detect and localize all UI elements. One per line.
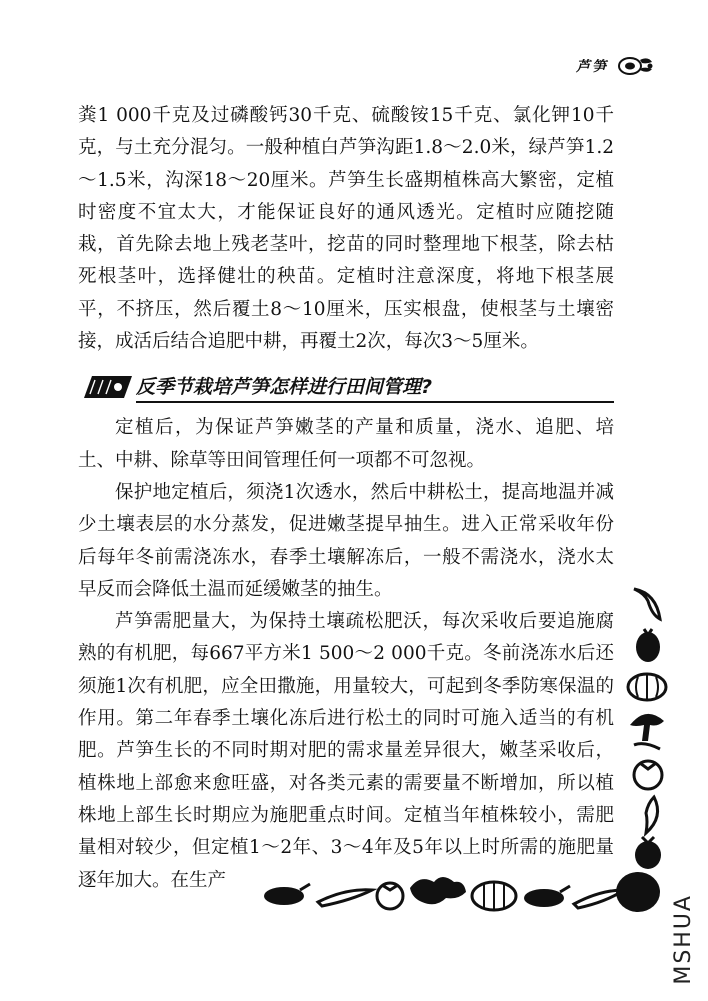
side-vegetable-decoration <box>624 585 670 875</box>
running-header <box>576 52 656 80</box>
pumpkin-icon <box>472 882 516 910</box>
broccoli-icon <box>410 877 466 904</box>
article-body <box>78 100 614 897</box>
watermark: MSHUA <box>671 894 696 985</box>
pumpkin-icon <box>628 674 666 700</box>
paragraph: 定植后，为保证芦笋嫩茎的产量和质量，浇水、追肥、培土、中耕、除草等田间管理任何一项都不可忽视。 <box>78 417 614 471</box>
mushroom-icon <box>630 714 664 749</box>
eggplant-icon <box>636 629 660 662</box>
bottom-vegetable-decoration <box>262 868 662 918</box>
cucumber-icon <box>646 797 658 833</box>
melon-icon <box>616 872 660 912</box>
cucumber-icon <box>318 890 372 906</box>
eggplant-icon <box>264 884 310 905</box>
vegetable-cluster-icon <box>616 52 656 80</box>
paragraph: 保护地定植后，须浇1次透水，然后中耕松土，提高地温并减少土壤表层的水分蒸发，促进嫩茎提早抽生。进入正常采收年份后每年冬前需浇冻水，春季土壤解冻后，一般不需浇水，浇水太早反而会降低土温而延缓嫩茎的抽生。 <box>78 481 614 600</box>
section-title: 反季节栽培芦笋怎样进行田间管理? <box>136 372 614 403</box>
paragraph: 粪1 000千克及过磷酸钙30千克、硫酸铵15千克、氯化钾10千克，与土充分混匀。一般种植白芦笋沟距1.8～2.0米，绿芦笋1.2～1.5米，沟深18～20厘米。芦笋生长盛期植株高大繁密，定植时密度不宜太大，才能保证良好的通风透光。定植时应随挖随栽，首先除去地上残老茎叶，挖苗的同时整理地下根茎，除去枯死根茎叶，选择健壮的秧苗。定植时注意深度，将地下根茎展平，不挤压，然后覆土8～10厘米，压实根盘，使根茎与土壤密接，成活后结合追肥中耕，再覆土2次，每次3～5厘米。 <box>78 105 614 353</box>
tomato-icon <box>634 761 662 789</box>
cucumber-icon <box>634 589 660 619</box>
tomato-icon <box>377 883 403 909</box>
section-heading <box>78 372 614 402</box>
running-title: 芦笋 <box>576 59 608 75</box>
eggplant-icon <box>524 886 570 907</box>
eggplant-icon <box>635 837 661 869</box>
paragraph: 芦笋需肥量大，为保持土壤疏松肥沃，每次采收后要追施腐熟的有机肥，每667平方米1 500～2 000千克。冬前浇冻水后还须施1次有机肥，应全田撒施，用量较大，可起到冬季防寒保温的作用。第二年春季土壤化冻后进行松土的同时可施入适当的有机肥。芦笋生长的不同时期对肥的需求量差异很大，嫩茎采收后，植株地上部愈来愈旺盛，对各类元素的需要量不断增加，所以植株地上部生长时期应为施肥重点时间。定植当年植株较小，需肥量相对较少，但定植1～2年、3～4年及5年以上时所需的施肥量逐年加大。在生产 <box>78 611 614 891</box>
heading-marker-icon <box>78 374 132 400</box>
